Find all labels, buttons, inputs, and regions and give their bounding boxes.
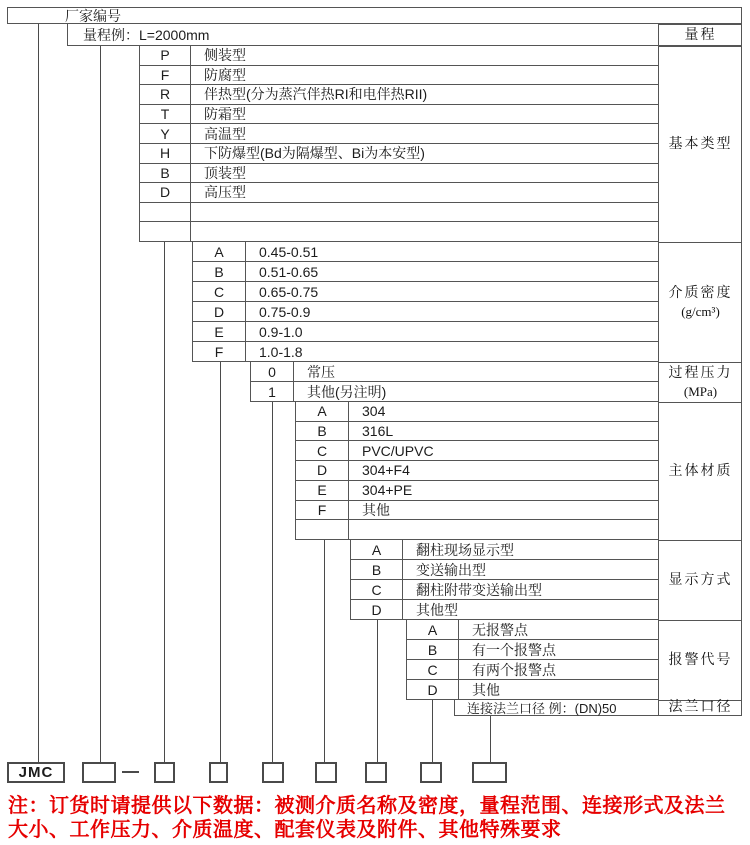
desc-cell: 常压 — [307, 363, 335, 380]
desc-cell: 防腐型 — [204, 66, 246, 83]
category-label — [658, 24, 742, 46]
desc-cell: 0.51-0.65 — [259, 263, 319, 280]
category-label — [658, 362, 742, 402]
desc-cell: 伴热型(分为蒸汽伴热RI和电伴热RII) — [204, 86, 428, 103]
code-cell — [140, 222, 191, 241]
table-row — [140, 183, 658, 203]
manufacturer-code-label: 厂家编号 — [65, 7, 121, 24]
category-label-line: 显示方式 — [668, 572, 733, 588]
table-row — [407, 660, 658, 680]
section-material — [295, 402, 658, 540]
table-row — [351, 600, 658, 620]
table-row — [351, 560, 658, 580]
table-row — [140, 105, 658, 125]
table-row — [407, 640, 658, 660]
desc-cell — [191, 222, 658, 241]
table-row — [296, 422, 658, 442]
outer-right-border — [741, 7, 742, 716]
table-row — [193, 302, 658, 322]
model-code-box — [262, 762, 284, 783]
code-cell: C — [296, 441, 349, 460]
model-code-box — [420, 762, 442, 783]
table-row — [193, 282, 658, 302]
desc-cell: 其他型 — [416, 601, 458, 618]
code-cell: R — [140, 85, 191, 104]
desc-cell: 无报警点 — [472, 621, 528, 638]
category-label-line: 主体材质 — [668, 463, 733, 479]
table-row — [140, 164, 658, 184]
code-cell: D — [140, 183, 191, 202]
model-code-box — [315, 762, 337, 783]
table-row — [193, 322, 658, 342]
table-row — [251, 362, 658, 382]
desc-cell — [191, 203, 658, 222]
desc-cell: 高温型 — [204, 125, 246, 142]
category-label-line: 法兰口径 — [668, 700, 733, 715]
code-cell: D — [296, 461, 349, 480]
table-row — [140, 203, 658, 223]
code-cell: C — [351, 580, 403, 599]
table-row — [193, 342, 658, 362]
category-label — [658, 700, 742, 716]
desc-cell: 高压型 — [204, 184, 246, 201]
desc-cell: 0.9-1.0 — [259, 323, 303, 340]
desc-cell: 其他 — [362, 501, 390, 518]
code-cell: B — [296, 422, 349, 441]
connector-line — [324, 540, 325, 762]
category-label-line: 介质密度 — [668, 285, 733, 301]
code-cell: H — [140, 144, 191, 163]
desc-cell: 304+PE — [362, 482, 413, 499]
code-cell: A — [407, 620, 459, 639]
desc-cell — [349, 520, 658, 539]
desc-cell: 0.75-0.9 — [259, 303, 311, 320]
code-cell: F — [193, 342, 246, 361]
category-label — [658, 540, 742, 620]
desc-cell: 304 — [362, 403, 386, 420]
connector-line — [38, 24, 39, 762]
table-row — [296, 501, 658, 521]
table-row — [407, 620, 658, 640]
desc-cell: 变送输出型 — [416, 561, 486, 578]
code-cell: C — [193, 282, 246, 301]
section-basic-type — [139, 46, 658, 242]
section-pressure — [250, 362, 658, 402]
table-row — [193, 262, 658, 282]
table-row — [351, 580, 658, 600]
table-row — [296, 520, 658, 540]
desc-cell: 有两个报警点 — [472, 661, 556, 678]
table-row — [296, 461, 658, 481]
desc-cell: 有一个报警点 — [472, 641, 556, 658]
desc-cell: 翻柱附带变送输出型 — [416, 581, 542, 598]
code-cell — [296, 520, 349, 539]
section-alarm — [406, 620, 658, 700]
table-row — [193, 242, 658, 262]
desc-cell: 顶装型 — [204, 164, 246, 181]
code-cell: F — [296, 501, 349, 520]
category-label-line: 基本类型 — [668, 136, 733, 152]
model-code-dash — [122, 771, 139, 773]
desc-cell: 0.65-0.75 — [259, 283, 319, 300]
model-code-box — [209, 762, 228, 783]
category-label — [658, 242, 742, 362]
code-cell: E — [296, 481, 349, 500]
connector-line — [220, 362, 221, 762]
model-code-box — [472, 762, 507, 783]
category-label-line: 量程 — [684, 27, 717, 43]
order-note: 注：订货时请提供以下数据：被测介质名称及密度，量程范围、连接形式及法兰大小、工作压力、介质温度、配套仪表及附件、其他特殊要求 — [8, 795, 726, 841]
range-example-text: 量程例：L=2000mm — [83, 26, 210, 43]
desc-cell: 下防爆型(Bd为隔爆型、Bi为本安型) — [204, 145, 425, 162]
model-prefix-box — [7, 762, 65, 783]
desc-cell: 翻柱现场显示型 — [416, 541, 514, 558]
code-cell: A — [193, 242, 246, 261]
table-row — [140, 124, 658, 144]
desc-cell: 1.0-1.8 — [259, 343, 303, 360]
category-label-line: 过程压力 — [668, 365, 733, 381]
model-code-box — [154, 762, 175, 783]
desc-cell: 侧装型 — [204, 47, 246, 64]
connector-line — [100, 46, 101, 762]
code-cell: B — [351, 560, 403, 579]
code-cell: T — [140, 105, 191, 124]
range-example-row — [67, 24, 742, 46]
table-row — [296, 441, 658, 461]
code-cell — [140, 203, 191, 222]
code-cell: Y — [140, 124, 191, 143]
code-cell: B — [140, 164, 191, 183]
code-cell: A — [351, 540, 403, 559]
table-row — [407, 680, 658, 700]
category-label — [658, 46, 742, 242]
table-row — [140, 144, 658, 164]
table-row — [296, 402, 658, 422]
code-cell: P — [140, 46, 191, 65]
connector-line — [432, 700, 433, 762]
flange-size-text: 连接法兰口径 例：(DN)50 — [467, 701, 617, 716]
desc-cell: 防霜型 — [204, 106, 246, 123]
table-row — [140, 85, 658, 105]
desc-cell: PVC/UPVC — [362, 442, 434, 459]
code-cell: B — [193, 262, 246, 281]
connector-line — [272, 402, 273, 762]
category-label-line: 报警代号 — [668, 652, 733, 668]
model-code-box — [82, 762, 116, 783]
connector-line — [377, 620, 378, 762]
connector-line — [490, 716, 491, 762]
table-row — [351, 540, 658, 560]
code-cell: D — [351, 600, 403, 619]
code-cell: C — [407, 660, 459, 679]
category-label-line: (g/cm³) — [681, 303, 720, 319]
manufacturer-code-row — [7, 7, 742, 24]
desc-cell: 304+F4 — [362, 462, 410, 479]
table-row — [140, 46, 658, 66]
category-label-line: (MPa) — [683, 383, 718, 399]
connector-line — [164, 242, 165, 762]
table-row — [296, 481, 658, 501]
table-row — [251, 382, 658, 402]
section-density — [192, 242, 658, 362]
table-row — [140, 222, 658, 242]
section-display — [350, 540, 658, 620]
flange-size-row — [454, 700, 658, 716]
desc-cell: 其他(另注明) — [307, 383, 387, 400]
code-cell: 0 — [251, 362, 294, 381]
code-cell: D — [193, 302, 246, 321]
desc-cell: 0.45-0.51 — [259, 243, 319, 260]
code-cell: 1 — [251, 382, 294, 401]
code-cell: B — [407, 640, 459, 659]
model-prefix-label: JMC — [18, 764, 54, 781]
table-row — [140, 66, 658, 86]
model-code-box — [365, 762, 387, 783]
code-cell: D — [407, 680, 459, 699]
category-label — [658, 402, 742, 540]
code-cell: E — [193, 322, 246, 341]
desc-cell: 316L — [362, 423, 394, 440]
code-cell: F — [140, 66, 191, 85]
category-label — [658, 620, 742, 700]
desc-cell: 其他 — [472, 681, 500, 698]
code-cell: A — [296, 402, 349, 421]
